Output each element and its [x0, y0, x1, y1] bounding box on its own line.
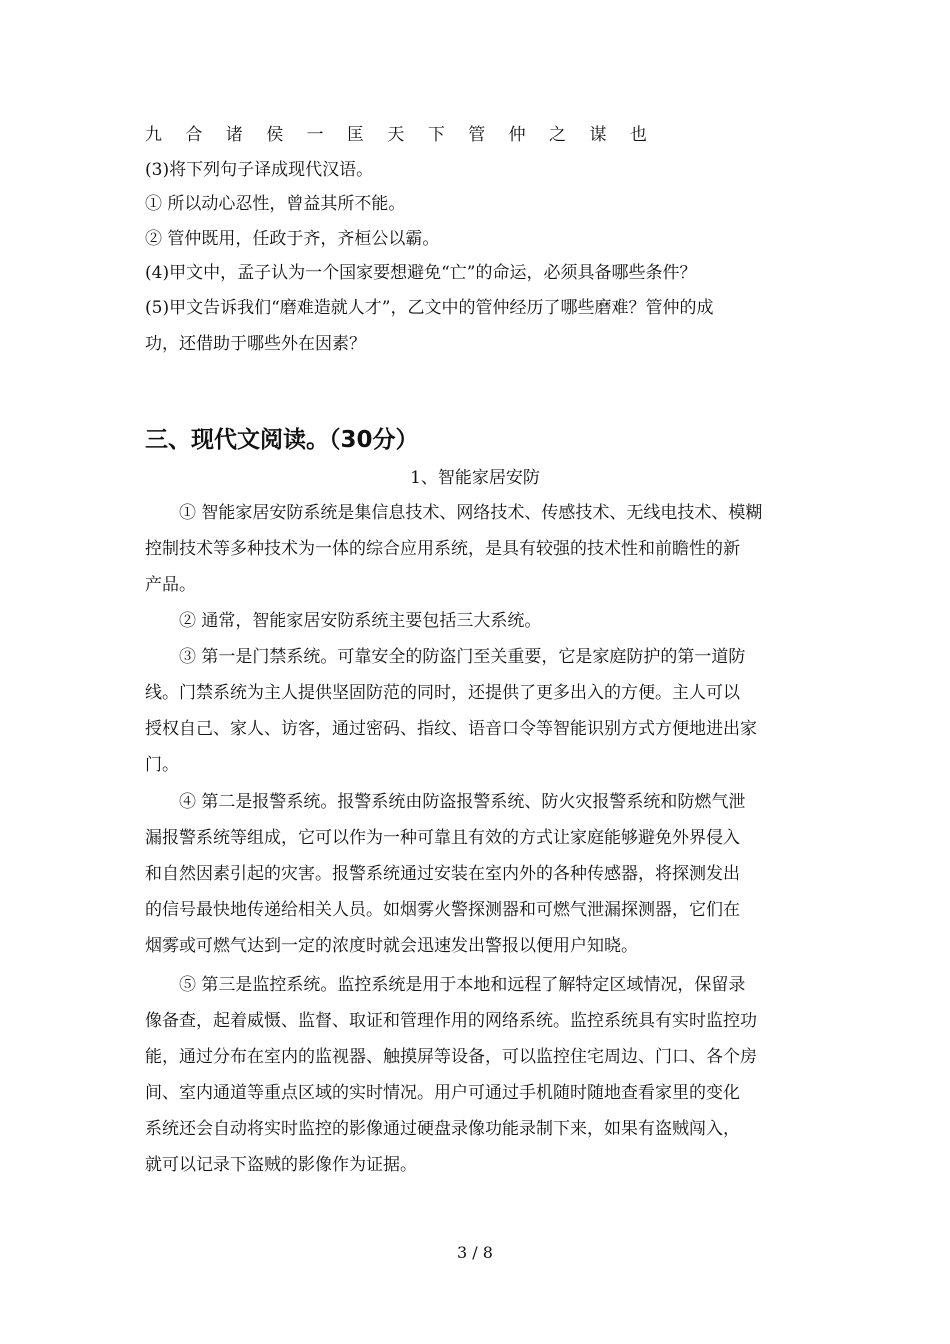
- paragraph-line: 像备查，起着威慑、监督、取证和管理作用的网络系统。监控系统具有实时监控功: [145, 1011, 757, 1031]
- paragraph-5: [145, 974, 810, 1190]
- paragraph-2: [145, 610, 810, 646]
- question-3-item-1: ① 所以动心忍性，曾益其所不能。: [145, 194, 406, 214]
- paragraph-line: 授权自己、家人、访客，通过密码、指纹、语音口令等智能识别方式方便地进出家: [145, 719, 757, 739]
- paragraph-line: 和自然因素引起的灾害。报警系统通过安装在室内外的各种传感器，将探测发出: [145, 864, 740, 884]
- article-title: 1、智能家居安防: [410, 468, 540, 488]
- paragraph-4: [145, 791, 810, 971]
- page-number: 3 / 8: [457, 1243, 493, 1262]
- question-5-line-2: 功，还借助于哪些外在因素？: [145, 334, 366, 354]
- paragraph-line: 控制技术等多种技术为一体的综合应用系统，是具有较强的技术性和前瞻性的新: [145, 539, 740, 559]
- paragraph-1: [145, 502, 810, 610]
- paragraph-line: ① 智能家居安防系统是集信息技术、网络技术、传感技术、无线电技术、模糊: [179, 503, 763, 523]
- paragraph-3: [145, 646, 810, 790]
- paragraph-line: ③ 第一是门禁系统。可靠安全的防盗门至关重要，它是家庭防护的第一道防: [179, 647, 746, 667]
- paragraph-line: 系统还会自动将实时监控的影像通过硬盘录像功能录制下来，如果有盗贼闯入，: [145, 1119, 740, 1139]
- paragraph-line: 门。: [145, 755, 179, 775]
- question-4: (4)甲文中，孟子认为一个国家要想避免“亡”的命运，必须具备哪些条件？: [145, 263, 697, 283]
- paragraph-line: 漏报警系统等组成，它可以作为一种可靠且有效的方式让家庭能够避免外界侵入: [145, 828, 740, 848]
- paragraph-line: 能，通过分布在室内的监视器、触摸屏等设备，可以监控住宅周边、门口、各个房: [145, 1047, 757, 1067]
- question-5-line-1: (5)甲文告诉我们“磨难造就人才”，乙文中的管仲经历了哪些磨难？管仲的成: [145, 298, 714, 318]
- section-heading: 三、现代文阅读。（30分）: [145, 427, 419, 453]
- answer-grid-row: 九 合 诸 侯 一 匡 天 下 管 仲 之 谋 也: [145, 125, 656, 145]
- paragraph-line: 产品。: [145, 575, 196, 595]
- question-3: (3)将下列句子译成现代汉语。: [145, 160, 374, 180]
- paragraph-line: 间、室内通道等重点区域的实时情况。用户可通过手机随时随地查看家里的变化: [145, 1083, 740, 1103]
- paragraph-line: 就可以记录下盗贼的影像作为证据。: [145, 1155, 417, 1175]
- paragraph-line: ② 通常，智能家居安防系统主要包括三大系统。: [179, 611, 542, 631]
- question-3-item-2: ② 管仲既用，任政于齐，齐桓公以霸。: [145, 229, 440, 249]
- paragraph-line: 线。门禁系统为主人提供坚固防范的同时，还提供了更多出入的方便。主人可以: [145, 683, 740, 703]
- paragraph-line: 烟雾或可燃气达到一定的浓度时就会迅速发出警报以便用户知晓。: [145, 936, 638, 956]
- paragraph-line: ④ 第二是报警系统。报警系统由防盗报警系统、防火灾报警系统和防燃气泄: [179, 792, 746, 812]
- paragraph-line: ⑤ 第三是监控系统。监控系统是用于本地和远程了解特定区域情况，保留录: [179, 975, 746, 995]
- paragraph-line: 的信号最快地传递给相关人员。如烟雾火警探测器和可燃气泄漏探测器，它们在: [145, 900, 740, 920]
